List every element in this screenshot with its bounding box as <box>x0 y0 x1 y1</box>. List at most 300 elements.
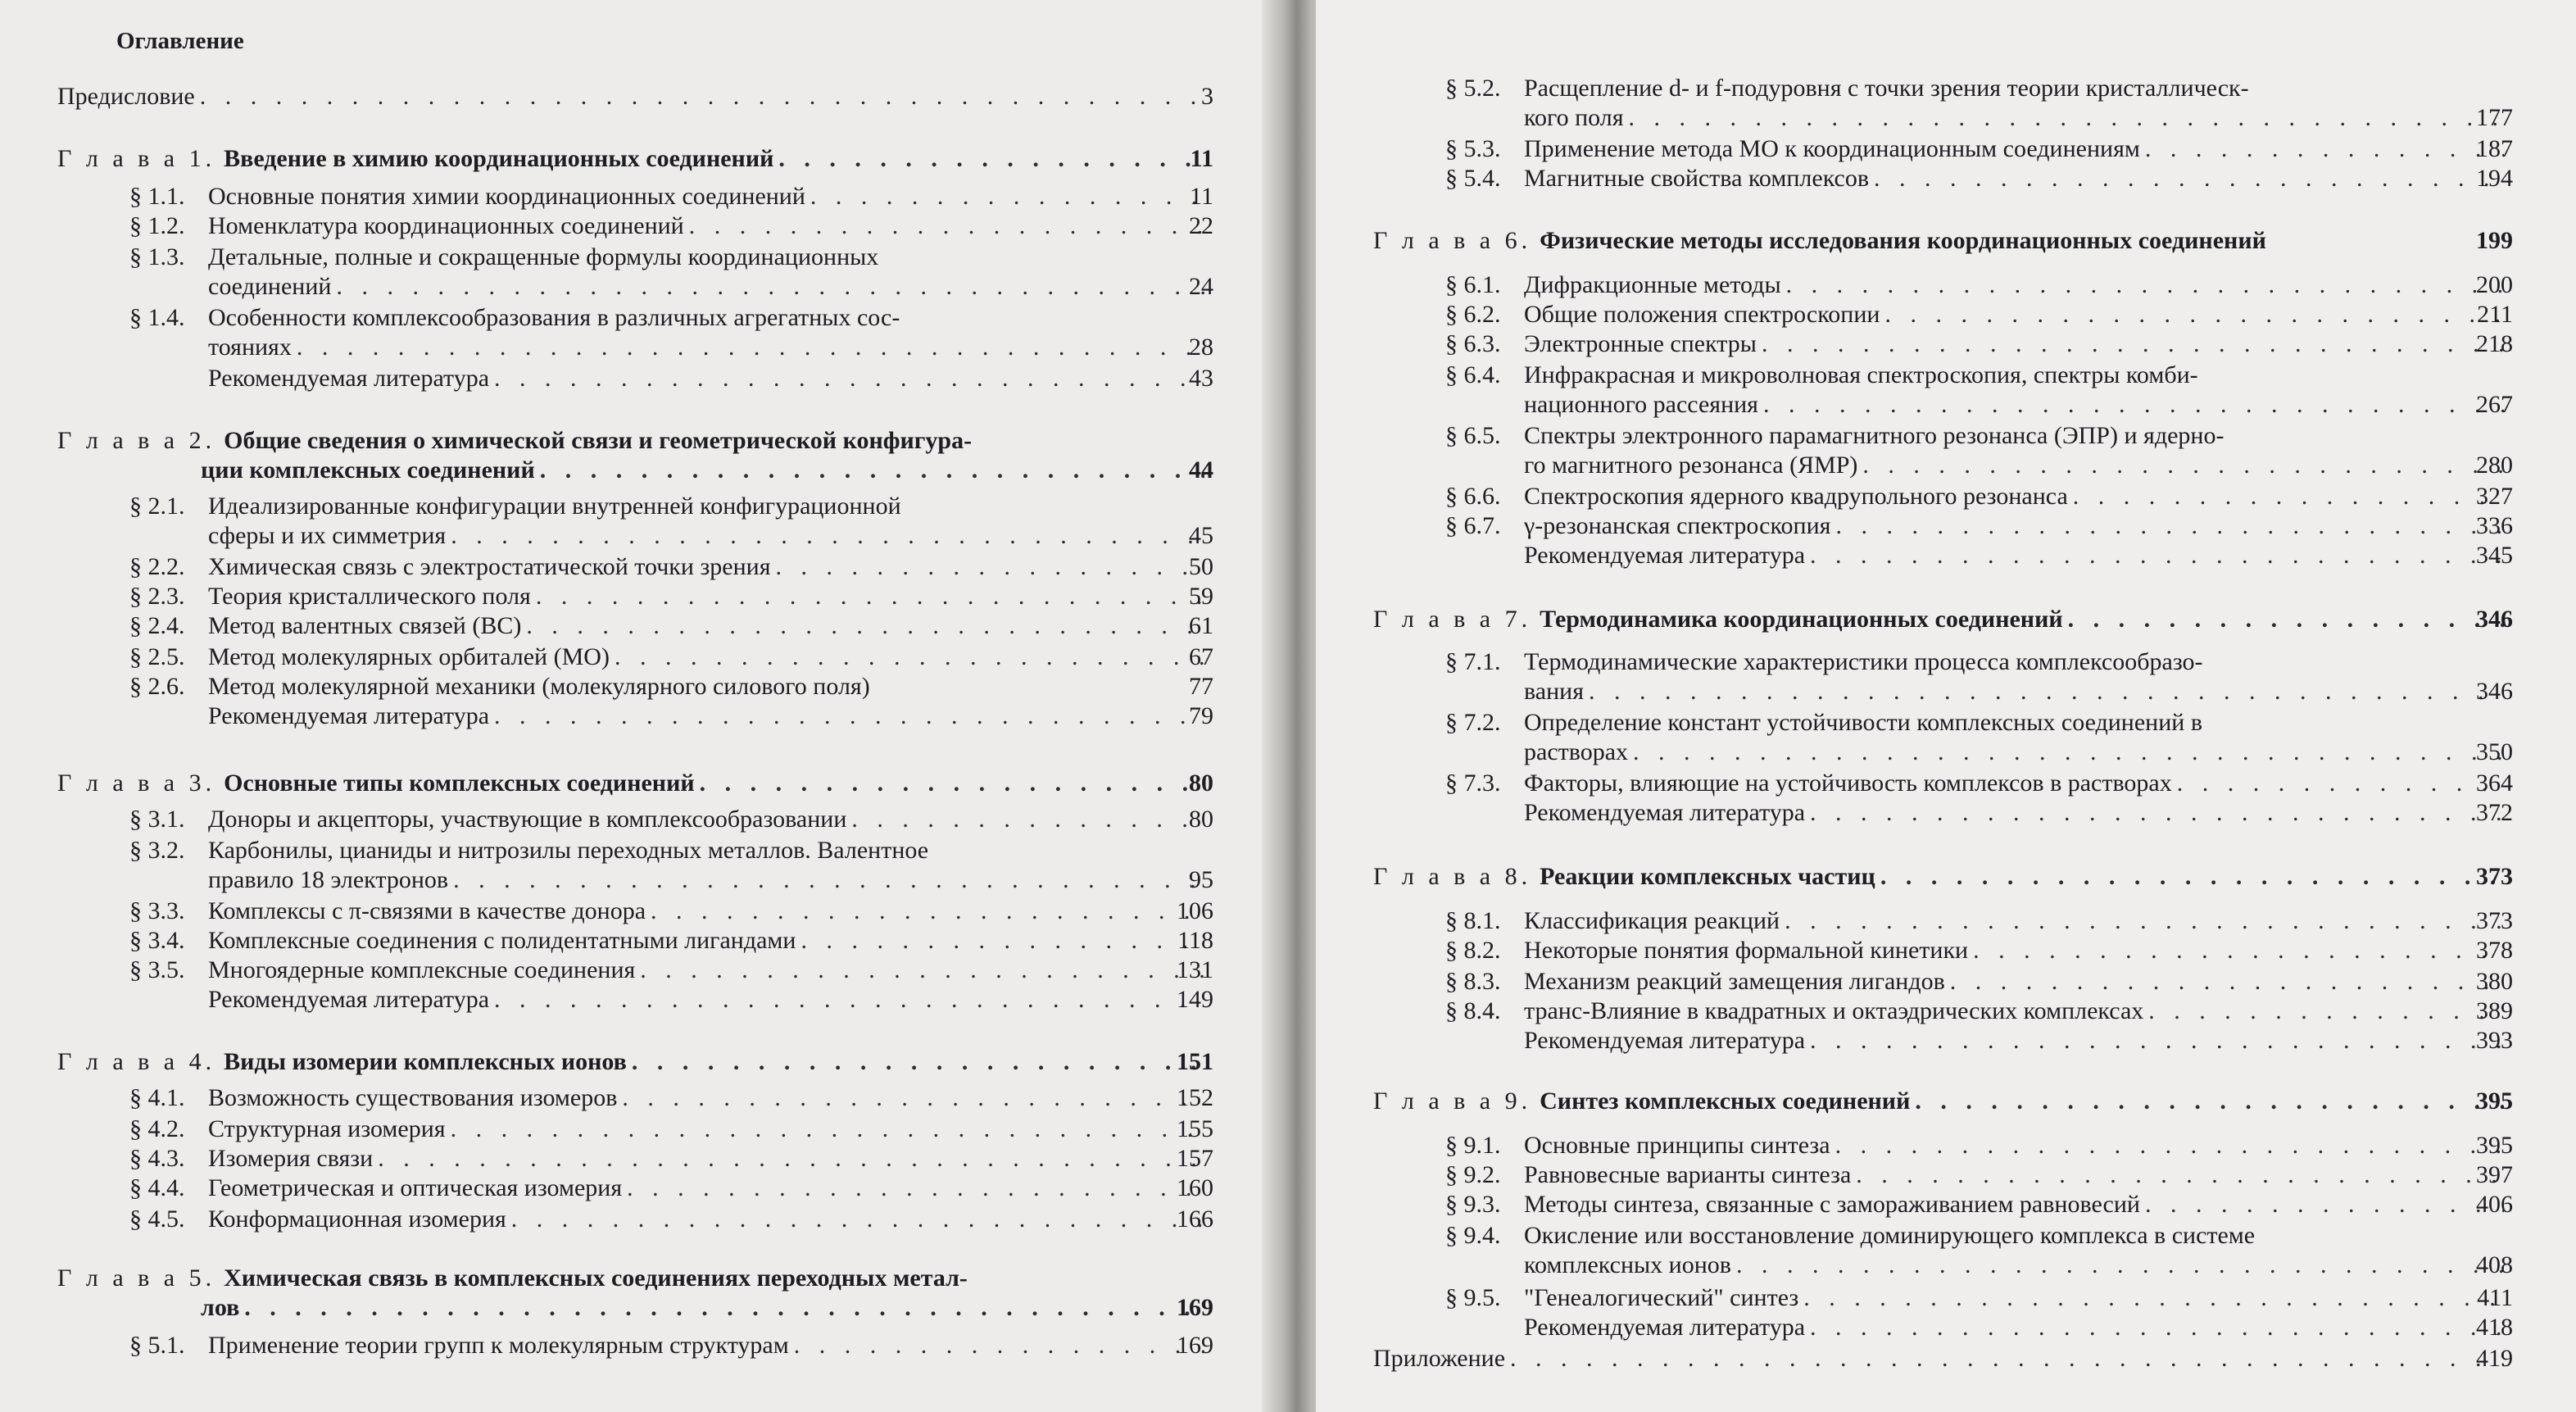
toc-entry-line <box>129 926 1213 956</box>
page-number: 149 <box>1177 986 1213 1013</box>
leader-dots <box>615 642 1204 672</box>
page-number: 280 <box>2476 452 2513 479</box>
toc-entry-title-line: Многоядерные комплексные соединения <box>208 956 636 983</box>
leader-dots <box>1950 967 2504 997</box>
toc-entry-line <box>57 769 1213 798</box>
toc-entry-section <box>57 1083 1213 1113</box>
leader-dots <box>1633 738 2504 767</box>
leader-dots <box>540 456 1204 485</box>
toc-entry-chapter <box>57 1264 1213 1323</box>
toc-entry-title-line: Основные понятия химии координационных соединений <box>208 183 805 210</box>
toc-entry-line <box>129 611 1213 641</box>
page-number: 80 <box>1189 806 1213 833</box>
toc-entry-title-line: Применение метода МО к координационным соединениям <box>1524 135 2140 162</box>
leader-dots <box>1835 1131 2504 1160</box>
section-number: § 9.3. <box>1445 1191 1501 1218</box>
page-number: 408 <box>2476 1251 2513 1278</box>
toc-entry-chapter <box>1373 226 2512 256</box>
chapter-label: Г л а в а 7. <box>1373 606 1532 633</box>
toc-entry-line <box>1445 164 2512 193</box>
page-number: 169 <box>1177 1294 1213 1321</box>
section-number: § 7.1. <box>1445 648 1501 675</box>
toc-entry-line <box>1445 103 2512 133</box>
toc-entry-title-line: Введение в химию координационных соединений <box>224 145 774 172</box>
toc-entry-line <box>1445 300 2512 329</box>
toc-entry-line <box>129 521 1213 551</box>
section-number: § 2.4. <box>129 612 185 639</box>
toc-entry-section <box>1373 1283 2512 1313</box>
toc-entry-title-line: Теория кристаллического поля <box>208 583 531 610</box>
toc-entry-section <box>1373 936 2512 965</box>
leader-dots <box>1862 451 2504 480</box>
right-page <box>1316 0 2576 1412</box>
section-number: § 4.2. <box>129 1115 185 1142</box>
toc-entry-title-line: Возможность существования изомеров <box>208 1084 618 1111</box>
page-number: 151 <box>1177 1048 1213 1075</box>
page-number: 11 <box>1190 183 1213 210</box>
toc-entry-title-line: γ-резонанская спектроскопия <box>1524 512 1831 539</box>
toc-entry-section <box>57 182 1213 211</box>
toc-entry-chapter <box>57 769 1213 798</box>
toc-entry-title-line: Окисление или восстановление доминирующего комплекса в системе <box>1524 1222 2256 1249</box>
page-number: 67 <box>1189 643 1213 670</box>
toc-entry-title-line: Геометрическая и оптическая изомерия <box>208 1174 623 1201</box>
toc-entry-section <box>1373 1190 2512 1219</box>
toc-entry-title-line: Физические методы исследования координационных соединений <box>1540 227 2266 254</box>
toc-entry-title-line: Изомерия связи <box>208 1145 374 1172</box>
leader-dots <box>494 364 1204 393</box>
leader-dots <box>1810 798 2504 828</box>
toc-entry-line <box>1524 1313 2512 1342</box>
section-number: § 9.2. <box>1445 1161 1501 1188</box>
toc-entry-line <box>129 333 1213 362</box>
section-number: § 4.1. <box>129 1084 185 1111</box>
toc-entry-line <box>1373 605 2512 634</box>
page-number: 411 <box>2477 1284 2513 1311</box>
leader-dots <box>526 611 1204 641</box>
toc-entry-title-line: Определение констант устойчивости комплексных соединений в <box>1524 709 2203 736</box>
toc-entry-line <box>1445 1283 2512 1313</box>
toc-entry-section <box>57 211 1213 241</box>
toc-entry-section <box>1373 164 2512 193</box>
leader-dots <box>1762 329 2504 359</box>
toc-entry-line <box>208 985 1213 1015</box>
toc-entry-title-line: Номенклатура координационных соединений <box>208 212 684 239</box>
toc-entry-title-line: вания <box>1524 678 1584 705</box>
toc-entry-chapter <box>57 144 1213 174</box>
leader-dots <box>1810 1026 2504 1056</box>
toc-entry-chapter <box>1373 605 2512 634</box>
toc-entry-title-line: правило 18 электронов <box>208 866 449 893</box>
toc-entry-line <box>1445 1160 2512 1190</box>
toc-entry-section <box>57 552 1213 582</box>
section-number: § 1.3. <box>129 243 185 270</box>
toc-entry-section <box>57 1331 1213 1360</box>
leader-dots <box>689 211 1204 241</box>
chapter-label: Г л а в а 5. <box>57 1264 216 1292</box>
section-number: § 4.4. <box>129 1174 185 1201</box>
toc-entry-section <box>57 1174 1213 1203</box>
toc-entry-section <box>57 897 1213 926</box>
page-number: 345 <box>2476 542 2513 569</box>
toc-entry-title-line: Конформационная изомерия <box>208 1205 506 1233</box>
page-number: 364 <box>2476 770 2513 797</box>
toc-entry-title-line: Рекомендуемая литература <box>208 986 490 1013</box>
toc-entry-title-line: Химическая связь с электростатической точки зрения <box>208 553 771 580</box>
leader-dots <box>451 521 1204 551</box>
toc-entry-title-line: Рекомендуемая литература <box>1524 542 1806 569</box>
toc-entry-line <box>208 701 1213 731</box>
leader-dots <box>1629 103 2504 133</box>
toc-entry-section <box>57 492 1213 551</box>
toc-entry-line <box>1445 134 2512 164</box>
toc-entry-title-line: Некоторые понятия формальной кинетики <box>1524 937 1969 964</box>
chapter-label: Г л а в а 2. <box>57 427 216 454</box>
toc-entry-title-line: Механизм реакций замещения лигандов <box>1524 968 1945 995</box>
toc-entry-line <box>1373 226 2512 256</box>
page-number: 44 <box>1189 456 1213 484</box>
leader-dots <box>1973 936 2504 965</box>
toc-entry-plain <box>1373 1344 2512 1373</box>
toc-entry-title-line: Общие сведения о химической связи и геометрической конфигура- <box>224 427 973 454</box>
toc-entry-title-line: Особенности комплексообразования в различных агрегатных сос- <box>208 304 900 331</box>
toc-entry-chapter <box>57 1047 1213 1077</box>
toc-entry-title-line: Рекомендуемая литература <box>1524 1314 1806 1341</box>
toc-entry-line <box>129 211 1213 241</box>
page-number: 152 <box>1177 1084 1213 1111</box>
chapter-label: Г л а в а 1. <box>57 145 216 172</box>
leader-dots <box>494 701 1204 731</box>
leader-dots <box>1736 1251 2504 1280</box>
toc-entry-line <box>1445 482 2512 511</box>
toc-entry-line <box>1445 270 2512 300</box>
toc-entry-line <box>1445 967 2512 997</box>
page-number: 166 <box>1177 1205 1213 1233</box>
toc-entry-title-line: соединений <box>208 273 332 300</box>
leader-dots <box>622 1083 1204 1113</box>
toc-entry-section <box>1373 270 2512 300</box>
chapter-label: Г л а в а 6. <box>1373 227 1532 254</box>
toc-entry-title-line: ции комплексных соединений <box>201 456 535 484</box>
toc-entry-line <box>1524 798 2512 828</box>
page-number: 350 <box>2476 738 2513 765</box>
toc-entry-line <box>208 364 1213 393</box>
toc-entry-line <box>1445 708 2512 738</box>
toc-entry-title-line: сферы и их симметрия <box>208 522 447 549</box>
page-number: 406 <box>2476 1191 2513 1218</box>
toc-entry-section <box>1373 361 2512 420</box>
page-number: 11 <box>1190 145 1213 172</box>
chapter-label: Г л а в а 4. <box>57 1048 216 1075</box>
toc-entry-line <box>129 805 1213 834</box>
toc-entry-line <box>129 865 1213 895</box>
page-number: 211 <box>2477 301 2513 328</box>
section-number: § 6.2. <box>1445 301 1501 328</box>
page-number: 194 <box>2476 165 2513 192</box>
page-number: 61 <box>1189 612 1213 639</box>
toc-entry-rec <box>57 701 1213 731</box>
leader-dots <box>1835 511 2504 541</box>
toc-entry-section <box>1373 134 2512 164</box>
section-number: § 3.4. <box>129 927 185 954</box>
toc-entry-line <box>129 956 1213 985</box>
toc-entry-section <box>57 1205 1213 1234</box>
toc-entry-line <box>129 672 1213 701</box>
chapter-label: Г л а в а 9. <box>1373 1087 1532 1115</box>
leader-dots <box>336 272 1204 302</box>
toc-entry-title-line: Равновесные варианты синтеза <box>1524 1161 1852 1188</box>
toc-entry-line <box>129 243 1213 272</box>
toc-entry-section <box>1373 769 2512 798</box>
section-number: § 6.1. <box>1445 271 1501 298</box>
section-number: § 2.3. <box>129 583 185 610</box>
page-number: 378 <box>2476 937 2513 964</box>
page-number: 59 <box>1189 583 1213 610</box>
leader-dots <box>1803 1283 2504 1313</box>
page-number: 389 <box>2476 997 2513 1024</box>
page-number: 373 <box>2476 907 2513 934</box>
toc-entry-section <box>1373 300 2512 329</box>
leader-dots <box>1915 1087 2504 1116</box>
toc-entry-line <box>129 582 1213 611</box>
leader-dots <box>1884 300 2504 329</box>
leader-dots <box>1856 1160 2504 1190</box>
section-number: § 6.6. <box>1445 483 1501 510</box>
toc-entry-title-line: Факторы, влияющие на устойчивость комплексов в растворах <box>1524 770 2172 797</box>
section-number: § 9.4. <box>1445 1222 1501 1249</box>
toc-entry-section <box>1373 967 2512 997</box>
leader-dots <box>640 956 1204 985</box>
toc-entry-line <box>1373 1344 2512 1373</box>
page-number: 155 <box>1177 1115 1213 1142</box>
toc-entry-line <box>129 272 1213 302</box>
toc-entry-title-line: Карбонилы, цианиды и нитрозилы переходных металлов. Валентное <box>208 837 929 864</box>
page-number: 24 <box>1189 273 1213 300</box>
toc-entry-line <box>1524 541 2512 570</box>
toc-entry-chapter <box>1373 862 2512 892</box>
toc-entry-line <box>129 552 1213 582</box>
section-number: § 8.4. <box>1445 997 1501 1024</box>
toc-entry-chapter <box>57 426 1213 485</box>
toc-entry-section <box>57 926 1213 956</box>
toc-entry-line <box>1373 862 2512 892</box>
toc-entry-line <box>129 897 1213 926</box>
toc-entry-section <box>57 1144 1213 1174</box>
toc-entry-line <box>1445 1131 2512 1160</box>
section-number: § 3.3. <box>129 897 185 924</box>
page-number: 45 <box>1189 522 1213 549</box>
toc-entry-title-line: Термодинамические характеристики процесса комплексообразо- <box>1524 648 2203 675</box>
section-number: § 2.6. <box>129 673 185 700</box>
section-number: § 8.1. <box>1445 907 1501 934</box>
toc-entry-title-line: Метод молекулярных орбиталей (МО) <box>208 643 610 670</box>
section-number: § 5.1. <box>129 1332 185 1359</box>
toc-entry-line <box>1445 361 2512 390</box>
toc-entry-section <box>1373 997 2512 1026</box>
toc-entry-title-line: Комплексные соединения с полидентатными лигандами <box>208 927 796 954</box>
toc-entry-title-line: Классификация реакций <box>1524 907 1780 934</box>
left-page <box>0 0 1278 1412</box>
leader-dots <box>700 769 1204 798</box>
page-number: 22 <box>1189 212 1213 239</box>
toc-entry-line <box>129 1083 1213 1113</box>
page-number: 77 <box>1189 673 1213 700</box>
leader-dots <box>651 897 1204 926</box>
toc-entry-title-line: Методы синтеза, связанные с замораживанием равновесий <box>1524 1191 2140 1218</box>
toc-entry-line <box>129 1174 1213 1203</box>
page-number: 395 <box>2476 1087 2513 1115</box>
toc-entry-title-line: Инфракрасная и микроволновая спектроскопия, спектры комби- <box>1524 361 2198 388</box>
page-number: 177 <box>2476 104 2513 131</box>
section-number: § 6.5. <box>1445 422 1501 449</box>
toc-entry-title-line: Дифракционные методы <box>1524 271 1781 298</box>
toc-entry-plain <box>57 82 1213 111</box>
chapter-label: Г л а в а 3. <box>57 770 216 797</box>
page-number: 157 <box>1177 1145 1213 1172</box>
toc-entry-line <box>129 182 1213 211</box>
page-number: 106 <box>1177 897 1213 924</box>
page-number: 50 <box>1189 553 1213 580</box>
page-number: 395 <box>2476 1132 2513 1159</box>
page-number: 199 <box>2476 227 2513 254</box>
page-number: 218 <box>2476 330 2513 357</box>
section-number: § 8.3. <box>1445 968 1501 995</box>
section-number: § 1.4. <box>129 304 185 331</box>
page-number: 419 <box>2476 1345 2513 1372</box>
chapter-label: Г л а в а 8. <box>1373 863 1532 890</box>
page-number: 79 <box>1189 702 1213 729</box>
toc-entry-section <box>57 642 1213 672</box>
page-number: 418 <box>2476 1314 2513 1341</box>
leader-dots <box>1763 390 2504 420</box>
leader-dots <box>511 1205 1204 1234</box>
toc-entry-title-line: транс-Влияние в квадратных и октаэдрических комплексах <box>1524 997 2144 1024</box>
page-number: 346 <box>2476 678 2513 705</box>
toc-entry-line <box>1373 1087 2512 1116</box>
toc-entry-line <box>1445 769 2512 798</box>
toc-entry-chapter <box>1373 1087 2512 1116</box>
leader-dots <box>453 865 1204 895</box>
toc-entry-line <box>57 1264 1213 1293</box>
toc-entry-line <box>1445 390 2512 420</box>
toc-entry-title-line: Идеализированные конфигурации внутренней конфигурационной <box>208 493 901 520</box>
toc-entry-section <box>57 956 1213 985</box>
toc-entry-section <box>57 836 1213 895</box>
toc-entry-title-line: го магнитного резонанса (ЯМР) <box>1524 452 1858 479</box>
toc-entry-section <box>57 1115 1213 1144</box>
toc-entry-line <box>57 144 1213 174</box>
toc-entry-section <box>1373 421 2512 480</box>
page-number: 3 <box>1201 83 1213 110</box>
toc-entry-title-line: Термодинамика координационных соединений <box>1540 606 2063 633</box>
leader-dots <box>1589 677 2504 706</box>
page-number: 393 <box>2476 1027 2513 1054</box>
leader-dots <box>536 582 1204 611</box>
toc-entry-title-line: Основные принципы синтеза <box>1524 1132 1830 1159</box>
page-number: 372 <box>2476 799 2513 826</box>
toc-entry-line <box>1524 1026 2512 1056</box>
section-number: § 5.3. <box>1445 135 1501 162</box>
toc-entry-line <box>1445 997 2512 1026</box>
toc-entry-title-line: комплексных ионов <box>1524 1251 1731 1278</box>
toc-entry-section <box>57 243 1213 302</box>
toc-entry-title-line: Основные типы комплексных соединений <box>224 770 695 797</box>
toc-entry-section <box>1373 1131 2512 1160</box>
page-number: 28 <box>1189 334 1213 361</box>
toc-entry-section <box>57 672 1213 701</box>
toc-entry-rec <box>57 985 1213 1015</box>
toc-entry-title-line: Доноры и акцепторы, участвующие в комплексообразовании <box>208 806 847 833</box>
toc-entry-line <box>1445 677 2512 706</box>
section-number: § 6.4. <box>1445 361 1501 388</box>
section-number: § 2.1. <box>129 493 185 520</box>
section-number: § 2.5. <box>129 643 185 670</box>
toc-entry-title-line: Метод молекулярной механики (молекулярного силового поля) <box>208 673 870 700</box>
toc-entry-title-line: растворах <box>1524 738 1629 765</box>
page-number: 43 <box>1189 365 1213 392</box>
toc-entry-section <box>1373 511 2512 541</box>
toc-entry-rec <box>1373 798 2512 828</box>
toc-entry-line <box>129 492 1213 521</box>
page-number: 131 <box>1177 956 1213 983</box>
page-number: 187 <box>2476 135 2513 162</box>
toc-entry-title-line: Виды изомерии комплексных ионов <box>224 1048 627 1075</box>
toc-entry-line <box>1445 511 2512 541</box>
section-number: § 9.1. <box>1445 1132 1501 1159</box>
toc-entry-line <box>129 303 1213 333</box>
toc-entry-section <box>57 303 1213 362</box>
toc-entry-line <box>1445 647 2512 677</box>
toc-entry-title-line: кого поля <box>1524 104 1624 131</box>
toc-entry-section <box>1373 647 2512 706</box>
toc-entry-line <box>57 426 1213 456</box>
section-number: § 8.2. <box>1445 937 1501 964</box>
page-number: 397 <box>2476 1161 2513 1188</box>
section-number: § 1.1. <box>129 183 185 210</box>
toc-entry-title-line: Спектроскопия ядерного квадрупольного резонанса <box>1524 483 2068 510</box>
leader-dots <box>1785 906 2504 936</box>
section-number: § 7.3. <box>1445 770 1501 797</box>
toc-entry-rec <box>1373 1026 2512 1056</box>
toc-entry-line <box>1445 421 2512 451</box>
leader-dots <box>1874 164 2504 193</box>
toc-entry-title-line: Спектры электронного парамагнитного резонанса (ЭПР) и ядерно- <box>1524 422 2225 449</box>
toc-entry-rec <box>1373 541 2512 570</box>
toc-entry-section <box>1373 482 2512 511</box>
toc-entry-line <box>1445 329 2512 359</box>
toc-entry-line <box>57 1293 1213 1323</box>
section-number: § 9.5. <box>1445 1284 1501 1311</box>
toc-entry-line <box>1445 906 2512 936</box>
toc-entry-section <box>1373 74 2512 133</box>
leader-dots <box>1510 1344 2504 1373</box>
leader-dots <box>200 82 1204 111</box>
toc-entry-title-line: Комплексы с π-связями в качестве донора <box>208 897 646 924</box>
page-number: 95 <box>1189 866 1213 893</box>
leader-dots <box>451 1115 1204 1144</box>
page-number: 267 <box>2476 391 2513 418</box>
toc-entry-line <box>129 1115 1213 1144</box>
toc-entry-line <box>1445 1251 2512 1280</box>
toc-entry-line <box>1445 936 2512 965</box>
section-number: § 1.2. <box>129 212 185 239</box>
page-number: 346 <box>2476 606 2513 633</box>
toc-entry-section <box>1373 1221 2512 1280</box>
toc-entry-line <box>57 456 1213 485</box>
toc-entry-title-line: "Генеалогический" синтез <box>1524 1284 1799 1311</box>
toc-entry-title-line: Рекомендуемая литература <box>208 365 490 392</box>
toc-entry-title-line: Синтез комплексных соединений <box>1540 1087 1911 1115</box>
